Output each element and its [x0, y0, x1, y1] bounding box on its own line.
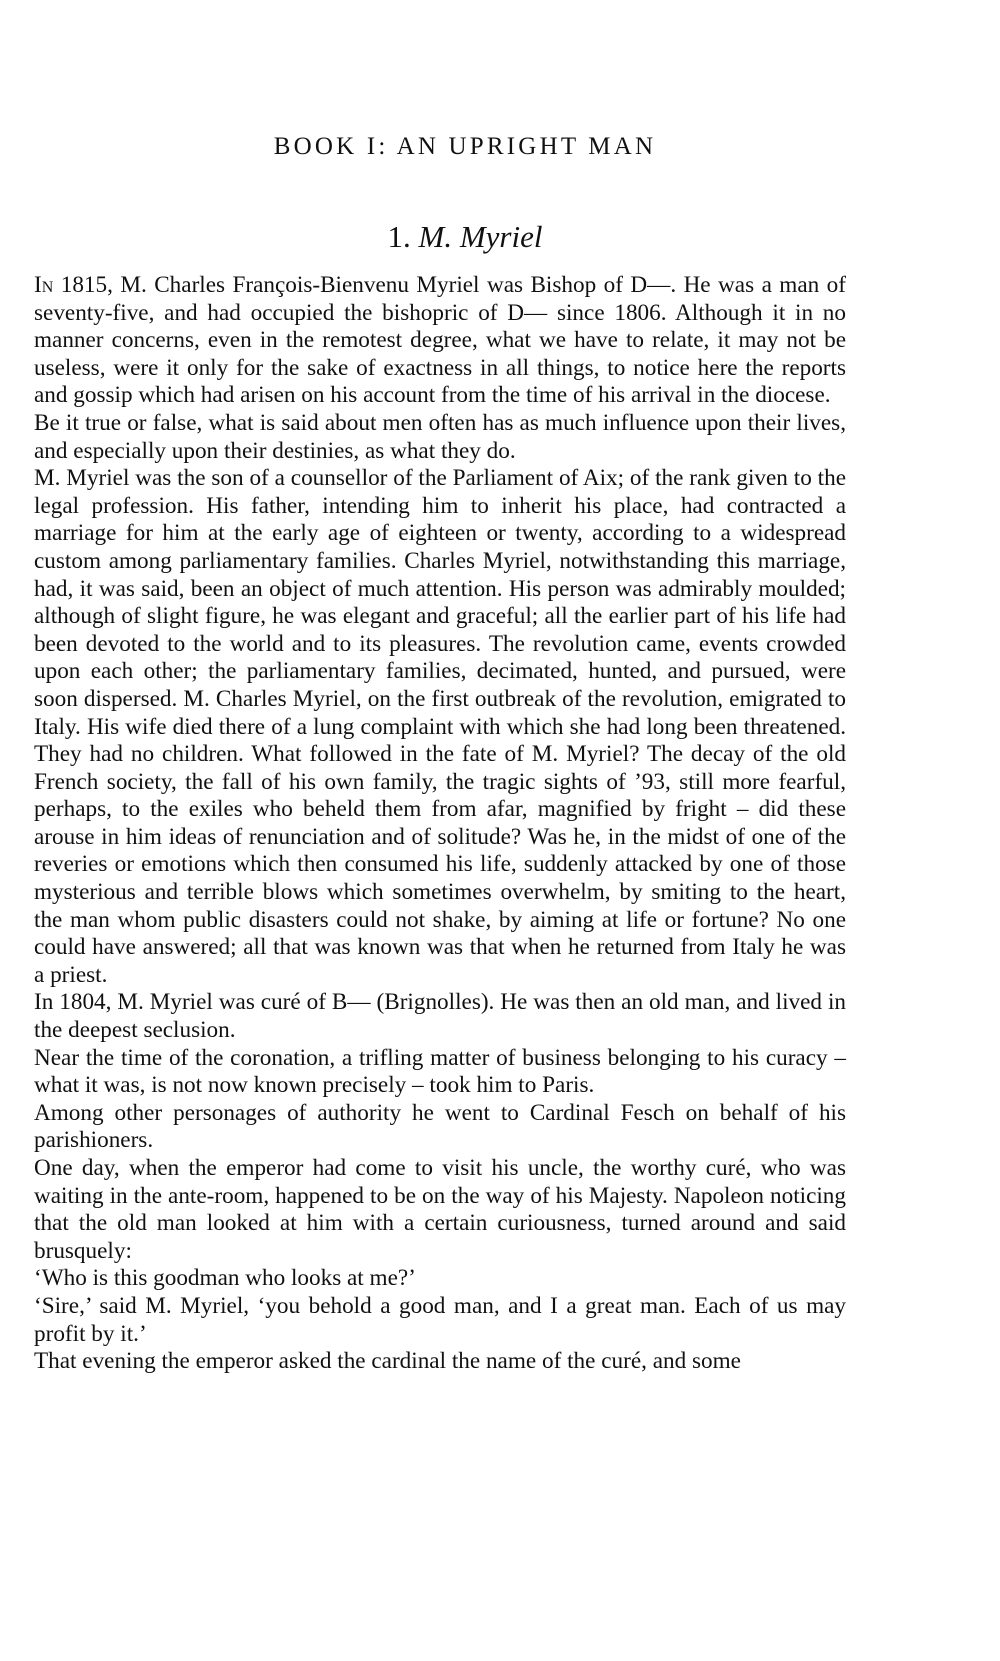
paragraph: ‘Who is this goodman who looks at me?’: [34, 1265, 416, 1292]
chapter-title: M. Myriel: [418, 219, 543, 254]
chapter-number: 1.: [387, 219, 411, 254]
paragraph: In 1804, M. Myriel was curé of B— (Brignolles). He was then an old man, and lived in the deepest seclusion.: [34, 989, 846, 1044]
book-title: BOOK I: AN UPRIGHT MAN: [273, 133, 657, 160]
paragraph: Among other personages of authority he went to Cardinal Fesch on behalf of his parishioners.: [34, 1099, 846, 1154]
paragraph: Be it true or false, what is said about men often has as much influence upon their lives, and especially upon their destinies, as what they do.: [34, 409, 846, 464]
paragraph-1-text: 1815, M. Charles François-Bienvenu Myriel was Bishop of D—. He was a man of seventy-five, and had occupied the bishopric of D— since 1806. Although it in no manner concerns, even in the remotest degree, what we have to relate, it may not be useless, were it only for the sake of exactness in all things, to notice here the reports and gossip which had arisen on his account from the time of his arrival in the diocese.: [34, 272, 846, 409]
opening-word: In: [34, 272, 54, 298]
paragraph: ‘Sire,’ said M. Myriel, ‘you behold a good man, and I a great man. Each of us may profit by it.’: [34, 1292, 846, 1347]
paragraph: One day, when the emperor had come to visit his uncle, the worthy curé, who was waiting in the ante-room, happened to be on the way of his Majesty. Napoleon noticing that the old man looked at him with a certain curiousness, turned around and said brusquely:: [34, 1155, 846, 1264]
chapter-text: [34, 272, 846, 1376]
paragraph: Near the time of the coronation, a trifling matter of business belonging to his curacy – what it was, is not now known precisely – took him to Paris.: [34, 1044, 846, 1099]
paragraph: M. Myriel was the son of a counsellor of the Parliament of Aix; of the rank given to the legal profession. His father, intending him to inherit his place, had contracted a marriage for him at the early age of eighteen or twenty, according to a widespread custom among parliamentary families. Charles Myriel, notwithstanding this marriage, had, it was said, been an object of much attention. His person was admirably moulded; although of slight figure, he was elegant and graceful; all the earlier part of his life had been devoted to the world and to its pleasures. The revolution came, events crowded upon each other; the parliamentary families, decimated, hunted, and pursued, were soon dispersed. M. Charles Myriel, on the first outbreak of the revolution, emigrated to Italy. His wife died there of a lung complaint with which she had long been threatened. They had no children. What followed in the fate of M. Myriel? The decay of the old French society, the fall of his own family, the tragic sights of ’93, still more fearful, perhaps, to the exiles who beheld them from afar, magnified by fright – did these arouse in him ideas of renunciation and of solitude? Was he, in the midst of one of the reveries or emotions which then consumed his life, suddenly attacked by one of those mysterious and terrible blows which sometimes overwhelm, by smiting to the heart, the man whom public disasters could not shake, by aiming at life or fortune? No one could have answered; all that was known was that when he returned from Italy he was a priest.: [34, 465, 846, 988]
chapter-heading: [0, 219, 930, 255]
paragraph: That evening the emperor asked the cardinal the name of the curé, and some: [34, 1348, 741, 1375]
paragraph-1: [34, 272, 846, 410]
